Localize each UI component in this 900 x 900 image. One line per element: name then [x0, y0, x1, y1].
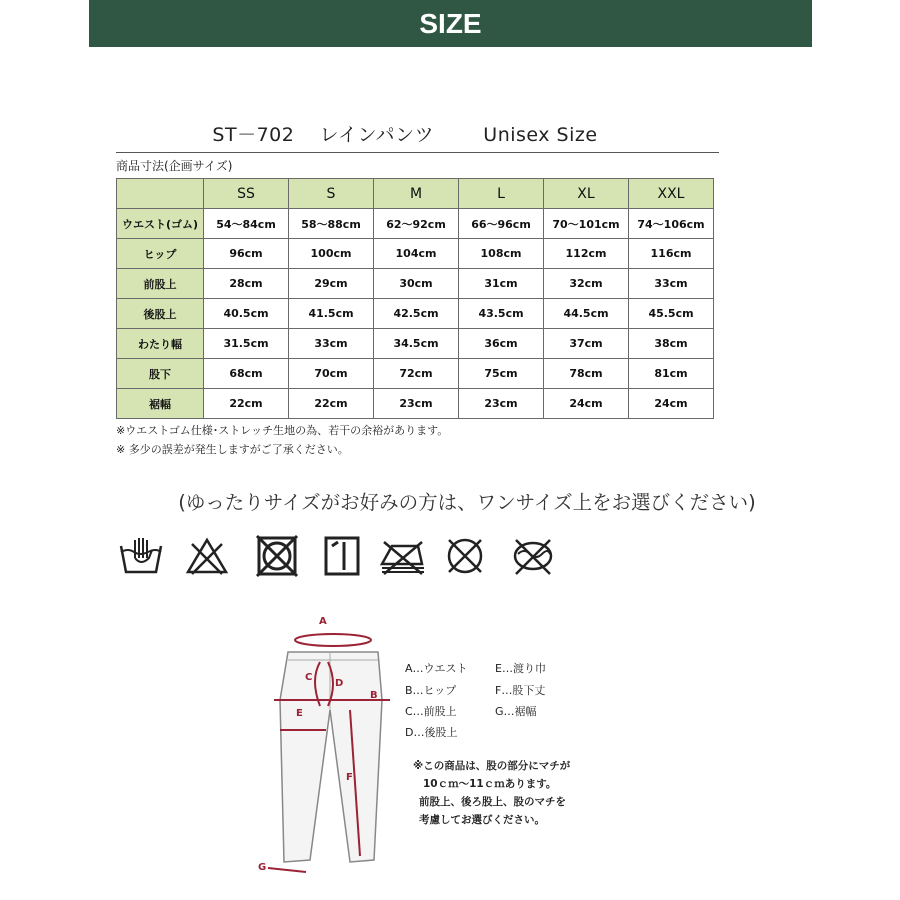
table-cell: 45.5cm — [629, 299, 714, 329]
table-cell: 22cm — [204, 389, 289, 419]
legend-d: D…後股上 — [405, 726, 458, 739]
caution-line: 前股上、後ろ股上、股のマチを — [419, 796, 566, 808]
table-cell: 112cm — [544, 239, 629, 269]
caution-line: 考慮してお選びください。 — [419, 814, 545, 826]
table-cell: 23cm — [459, 389, 544, 419]
table-header-row — [117, 179, 714, 209]
table-corner-cell — [117, 179, 204, 209]
row-header: 後股上 — [117, 299, 204, 329]
table-row — [117, 389, 714, 419]
table-cell: 116cm — [629, 239, 714, 269]
pants-outline — [250, 610, 410, 890]
table-cell: 100cm — [289, 239, 374, 269]
table-cell: 108cm — [459, 239, 544, 269]
table-cell: 96cm — [204, 239, 289, 269]
table-cell: 54～84cm — [204, 209, 289, 239]
pants-diagram — [250, 610, 410, 890]
label-c: C — [305, 672, 313, 683]
label-g: G — [258, 862, 267, 873]
label-f: F — [346, 772, 353, 783]
row-header: 裾幅 — [117, 389, 204, 419]
column-header: L — [459, 179, 544, 209]
column-header: S — [289, 179, 374, 209]
table-cell: 41.5cm — [289, 299, 374, 329]
product-name: レインパンツ — [319, 124, 435, 146]
table-row — [117, 209, 714, 239]
column-header: XXL — [629, 179, 714, 209]
note-tolerance: ※ 多少の誤差が発生しますがご了承ください。 — [116, 443, 349, 456]
size-type: Unisex Size — [483, 124, 598, 146]
table-cell: 24cm — [544, 389, 629, 419]
label-b: B — [370, 690, 378, 701]
caution-line: ※この商品は、股の部分にマチが — [413, 760, 571, 772]
gusset-caution — [413, 757, 570, 829]
hand-wash-icon — [118, 534, 164, 578]
table-caption: 商品寸法(企画サイズ) — [116, 159, 233, 173]
table-cell: 40.5cm — [204, 299, 289, 329]
table-cell: 23cm — [374, 389, 459, 419]
row-header: ヒップ — [117, 239, 204, 269]
table-cell: 33cm — [289, 329, 374, 359]
table-cell: 34.5cm — [374, 329, 459, 359]
product-title — [0, 120, 810, 147]
no-tumble-dry-icon — [254, 534, 300, 578]
table-cell: 70cm — [289, 359, 374, 389]
line-dry-icon — [320, 534, 366, 578]
product-code: ST－702 — [212, 124, 295, 146]
legend-b: B…ヒップ — [405, 684, 457, 697]
size-recommendation: (ゆったりサイズがお好みの方は、ワンサイズ上をお選びください) — [178, 491, 756, 514]
table-cell: 66～96cm — [459, 209, 544, 239]
size-banner: SIZE — [89, 0, 812, 47]
legend-g: G…裾幅 — [495, 705, 537, 718]
legend-e: E…渡り巾 — [495, 662, 546, 675]
table-row — [117, 329, 714, 359]
table-cell: 38cm — [629, 329, 714, 359]
no-wring-icon — [510, 534, 556, 578]
table-cell: 22cm — [289, 389, 374, 419]
legend-c: C…前股上 — [405, 705, 457, 718]
table-cell: 70～101cm — [544, 209, 629, 239]
label-a: A — [319, 616, 327, 627]
note-stretch: ※ウエストゴム仕様･ストレッチ生地の為、若干の余裕があります。 — [116, 424, 449, 437]
iron-with-cloth-icon — [378, 534, 430, 578]
no-bleach-icon — [184, 534, 230, 578]
table-row — [117, 359, 714, 389]
no-dry-clean-icon — [442, 534, 488, 578]
table-cell: 44.5cm — [544, 299, 629, 329]
table-cell: 28cm — [204, 269, 289, 299]
table-cell: 62～92cm — [374, 209, 459, 239]
table-cell: 81cm — [629, 359, 714, 389]
table-row — [117, 299, 714, 329]
table-cell: 43.5cm — [459, 299, 544, 329]
table-cell: 24cm — [629, 389, 714, 419]
table-cell: 78cm — [544, 359, 629, 389]
column-header: XL — [544, 179, 629, 209]
table-row — [117, 269, 714, 299]
caution-line: 10ｃｍ～11ｃｍあります。 — [423, 778, 557, 790]
table-cell: 58～88cm — [289, 209, 374, 239]
row-header: 前股上 — [117, 269, 204, 299]
table-cell: 104cm — [374, 239, 459, 269]
row-header: ウエスト(ゴム) — [117, 209, 204, 239]
size-table — [116, 178, 714, 419]
row-header: 股下 — [117, 359, 204, 389]
table-cell: 37cm — [544, 329, 629, 359]
table-cell: 31.5cm — [204, 329, 289, 359]
table-cell: 72cm — [374, 359, 459, 389]
column-header: M — [374, 179, 459, 209]
label-d: D — [335, 678, 344, 689]
table-cell: 30cm — [374, 269, 459, 299]
table-cell: 29cm — [289, 269, 374, 299]
table-cell: 75cm — [459, 359, 544, 389]
table-cell: 32cm — [544, 269, 629, 299]
legend-f: F…股下丈 — [495, 684, 546, 697]
table-cell: 68cm — [204, 359, 289, 389]
table-cell: 33cm — [629, 269, 714, 299]
legend-a: A…ウエスト — [405, 662, 468, 675]
row-header: わたり幅 — [117, 329, 204, 359]
table-cell: 31cm — [459, 269, 544, 299]
column-header: SS — [204, 179, 289, 209]
table-cell: 74～106cm — [629, 209, 714, 239]
table-cell: 42.5cm — [374, 299, 459, 329]
table-cell: 36cm — [459, 329, 544, 359]
label-e: E — [296, 708, 303, 719]
table-row — [117, 239, 714, 269]
title-rule — [116, 152, 719, 153]
